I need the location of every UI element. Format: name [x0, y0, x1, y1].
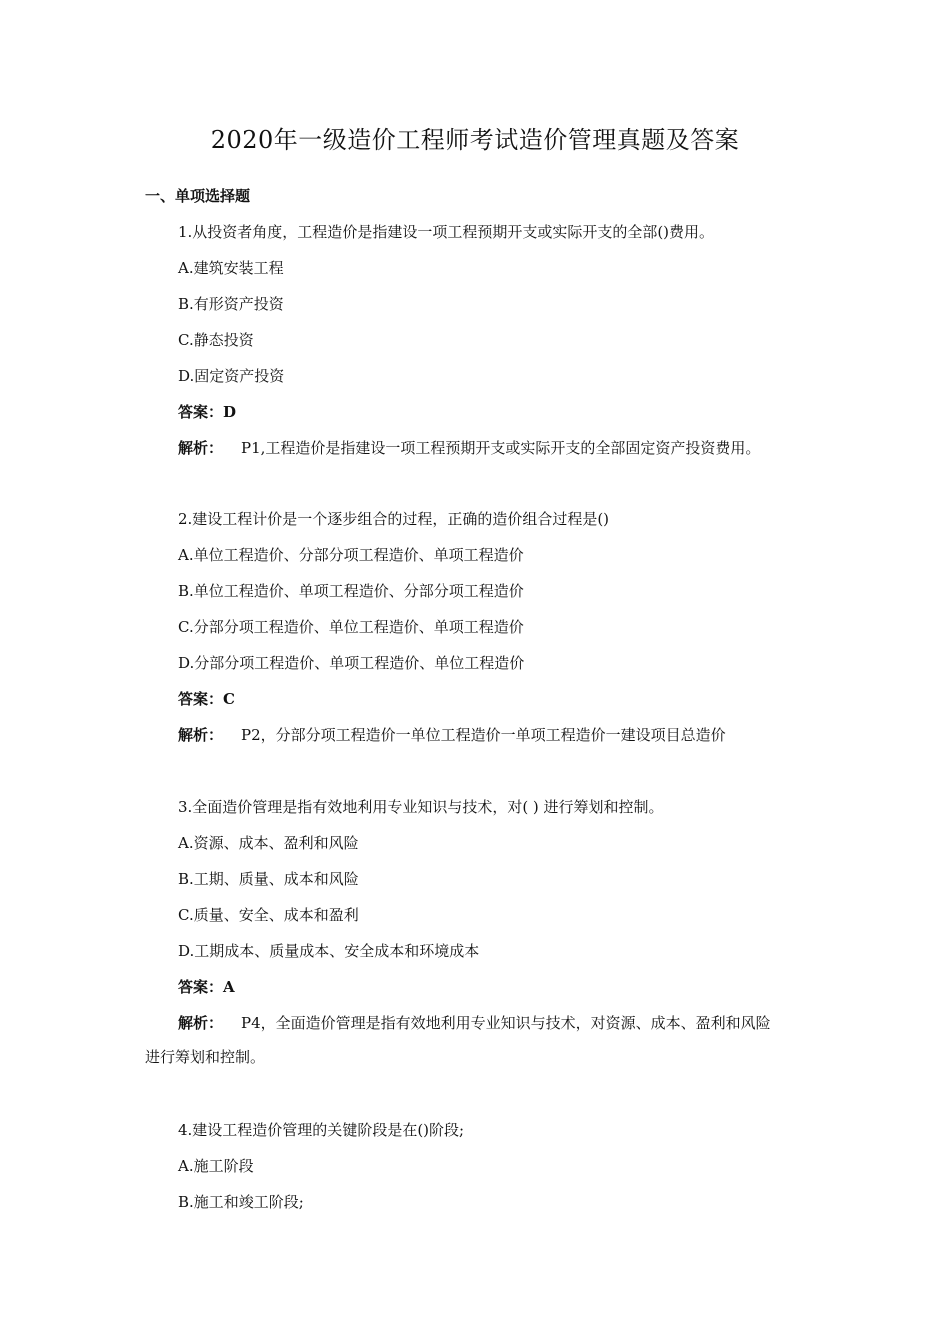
question-2-option-b: B.单位工程造价、单项工程造价、分部分项工程造价	[178, 582, 524, 600]
answer-value: D	[223, 403, 237, 421]
question-1-option-d: D.固定资产投资	[178, 367, 285, 385]
analysis-label: 解析：	[178, 439, 224, 457]
analysis-label: 解析：	[178, 1014, 224, 1032]
question-2-answer	[178, 687, 235, 711]
question-3-option-c: C.质量、安全、成本和盈利	[178, 906, 359, 924]
answer-value: A	[223, 978, 235, 996]
question-3-stem: 3.全面造价管理是指有效地利用专业知识与技术，对( ) 进行筹划和控制。	[178, 798, 664, 816]
answer-value: C	[223, 690, 235, 708]
question-3-analysis-continued: 进行筹划和控制。	[145, 1048, 266, 1066]
analysis-label: 解析：	[178, 726, 224, 744]
question-1-analysis	[178, 436, 760, 460]
question-4-option-b: B.施工和竣工阶段;	[178, 1193, 304, 1211]
question-2-option-c: C.分部分项工程造价、单位工程造价、单项工程造价	[178, 618, 524, 636]
section-heading: 一、单项选择题	[145, 187, 251, 205]
question-3-option-d: D.工期成本、质量成本、安全成本和环境成本	[178, 942, 480, 960]
question-1-option-c: C.静态投资	[178, 331, 254, 349]
question-1-stem: 1.从投资者角度，工程造价是指建设一项工程预期开支或实际开支的全部()费用。	[178, 223, 715, 241]
question-1-answer	[178, 400, 236, 424]
analysis-text: P1,工程造价是指建设一项工程预期开支或实际开支的全部固定资产投资费用。	[241, 439, 761, 457]
question-2-analysis	[178, 723, 726, 747]
question-4-option-a: A.施工阶段	[178, 1157, 254, 1175]
answer-label: 答案：	[178, 690, 224, 708]
question-3-answer	[178, 975, 235, 999]
analysis-text: P4，全面造价管理是指有效地利用专业知识与技术，对资源、成本、盈利和风险	[241, 1014, 771, 1032]
question-3-option-b: B.工期、质量、成本和风险	[178, 870, 359, 888]
document-title: 2020年一级造价工程师考试造价管理真题及答案	[210, 126, 740, 154]
question-2-stem: 2.建设工程计价是一个逐步组合的过程，正确的造价组合过程是()	[178, 510, 610, 528]
question-1-option-a: A.建筑安装工程	[178, 259, 284, 277]
question-3-option-a: A.资源、成本、盈利和风险	[178, 834, 359, 852]
question-3-analysis	[178, 1011, 771, 1035]
answer-label: 答案：	[178, 403, 224, 421]
answer-label: 答案：	[178, 978, 224, 996]
question-1-option-b: B.有形资产投资	[178, 295, 284, 313]
analysis-text: P2，分部分项工程造价一单位工程造价一单项工程造价一建设项目总造价	[241, 726, 726, 744]
question-2-option-a: A.单位工程造价、分部分项工程造价、单项工程造价	[178, 546, 524, 564]
question-2-option-d: D.分部分项工程造价、单项工程造价、单位工程造价	[178, 654, 525, 672]
question-4-stem: 4.建设工程造价管理的关键阶段是在()阶段;	[178, 1121, 465, 1139]
